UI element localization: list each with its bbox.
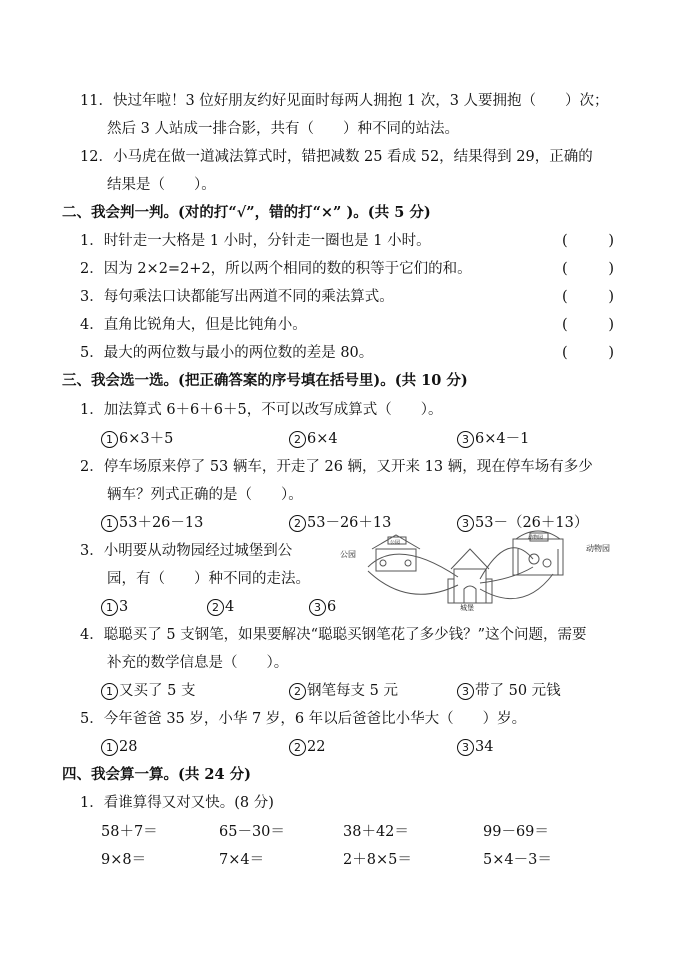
choice-q1-option-1[interactable]: 1 6×3＋5 [101, 429, 173, 449]
circle-marker-3: 3 [457, 683, 474, 700]
circle-marker-1: 1 [101, 599, 118, 616]
map-label-zoo: 动物园 [586, 544, 610, 553]
circle-marker-3: 3 [457, 739, 474, 756]
calc-item[interactable]: 65－30＝ [219, 824, 285, 840]
circle-marker-2: 2 [289, 683, 306, 700]
circle-marker-2: 2 [207, 599, 224, 616]
choice-q1-option-2[interactable]: 2 6×4 [289, 429, 338, 449]
circle-marker-1: 1 [101, 683, 118, 700]
calc-item[interactable]: 9×8＝ [101, 852, 147, 868]
circle-marker-2: 2 [289, 431, 306, 448]
choice-q3-line2: 园，有（ ）种不同的走法。 [107, 571, 310, 587]
calc-item[interactable]: 38＋42＝ [343, 824, 409, 840]
judge-answer-3[interactable]: ( ) [562, 289, 614, 305]
calc-item[interactable]: 5×4－3＝ [483, 852, 552, 868]
choice-heading: 三、我会选一选。(把正确答案的序号填在括号里)。(共 10 分) [62, 372, 468, 389]
choice-q3-line1: 3．小明要从动物园经过城堡到公 [80, 543, 293, 559]
calc-sub1: 1．看谁算得又对又快。(8 分) [80, 795, 274, 811]
choice-q3-option-1[interactable]: 1 3 [101, 597, 128, 617]
q11-line1: 11．快过年啦！3 位好朋友约好见面时每两人拥抱 1 次，3 人要拥抱（ ）次； [80, 93, 609, 109]
calc-item[interactable]: 99－69＝ [483, 824, 549, 840]
choice-q5-option-1[interactable]: 1 28 [101, 737, 137, 757]
circle-marker-1: 1 [101, 515, 118, 532]
judge-answer-5[interactable]: ( ) [562, 345, 614, 361]
map-label-park: 公园 [340, 550, 356, 559]
choice-q3-option-2[interactable]: 2 4 [207, 597, 234, 617]
choice-q2-line1: 2．停车场原来停了 53 辆车，开走了 26 辆，又开来 13 辆，现在停车场有多少 [80, 459, 593, 475]
choice-q5-option-3[interactable]: 3 34 [457, 737, 493, 757]
circle-marker-3: 3 [457, 431, 474, 448]
choice-q4-option-3[interactable]: 3 带了 50 元钱 [457, 681, 561, 701]
route-map-illustration [338, 519, 638, 611]
judge-answer-4[interactable]: ( ) [562, 317, 614, 333]
judge-answer-1[interactable]: ( ) [562, 233, 614, 249]
choice-q1: 1．加法算式 6＋6＋6＋5，不可以改写成算式（ ）。 [80, 402, 443, 418]
judge-heading: 二、我会判一判。(对的打“√”，错的打“×” )。(共 5 分) [62, 204, 431, 221]
castle-icon [448, 549, 492, 603]
map-sign-zoo: 动物园 [528, 535, 544, 541]
judge-item-3: 3．每句乘法口诀都能写出两道不同的乘法算式。 [80, 289, 394, 305]
map-label-castle: 城堡 [460, 604, 474, 611]
route-castle-zoo-1 [480, 548, 533, 579]
calc-item[interactable]: 2＋8×5＝ [343, 852, 412, 868]
choice-q3-option-3[interactable]: 3 6 [309, 597, 336, 617]
choice-q2-option-1[interactable]: 1 53＋26－13 [101, 513, 203, 533]
circle-marker-3: 3 [457, 515, 474, 532]
choice-q4-option-2[interactable]: 2 钢笔每支 5 元 [289, 681, 398, 701]
q12-line1: 12．小马虎在做一道减法算式时，错把减数 25 看成 52，结果得到 29，正确的 [80, 149, 593, 165]
choice-q4-line2: 补充的数学信息是（ ）。 [107, 655, 289, 671]
choice-q5-option-2[interactable]: 2 22 [289, 737, 325, 757]
circle-marker-3: 3 [309, 599, 326, 616]
calc-item[interactable]: 7×4＝ [219, 852, 265, 868]
judge-answer-2[interactable]: ( ) [562, 261, 614, 277]
choice-q4-line1: 4．聪聪买了 5 支钢笔，如果要解决“聪聪买钢笔花了多少钱？”这个问题，需要 [80, 627, 587, 643]
choice-q2-line2: 辆车？列式正确的是（ ）。 [107, 487, 303, 503]
map-sign-park: 公园 [390, 540, 401, 546]
judge-item-4: 4．直角比锐角大，但是比钝角小。 [80, 317, 307, 333]
calc-heading: 四、我会算一算。(共 24 分) [62, 766, 251, 783]
route-castle-zoo-3 [480, 574, 553, 599]
judge-item-5: 5．最大的两位数与最小的两位数的差是 80。 [80, 345, 374, 361]
circle-marker-2: 2 [289, 515, 306, 532]
judge-item-2: 2．因为 2×2=2+2，所以两个相同的数的积等于它们的和。 [80, 261, 472, 277]
choice-q2-option-2[interactable]: 2 53－26＋13 [289, 513, 391, 533]
choice-q1-option-3[interactable]: 3 6×4－1 [457, 429, 529, 449]
choice-q5: 5．今年爸爸 35 岁，小华 7 岁，6 年以后爸爸比小华大（ ）岁。 [80, 711, 527, 727]
route-park-castle-2 [368, 571, 458, 594]
circle-marker-1: 1 [101, 431, 118, 448]
judge-item-1: 1．时针走一大格是 1 小时，分针走一圈也是 1 小时。 [80, 233, 431, 249]
calc-item[interactable]: 58＋7＝ [101, 824, 158, 840]
circle-marker-1: 1 [101, 739, 118, 756]
choice-q4-option-1[interactable]: 1 又买了 5 支 [101, 681, 195, 701]
q12-line2: 结果是（ ）。 [107, 177, 216, 193]
circle-marker-2: 2 [289, 739, 306, 756]
q11-line2: 然后 3 人站成一排合影，共有（ ）种不同的站法。 [107, 121, 459, 137]
choice-q2-option-3[interactable]: 3 53－（26＋13） [457, 513, 588, 533]
